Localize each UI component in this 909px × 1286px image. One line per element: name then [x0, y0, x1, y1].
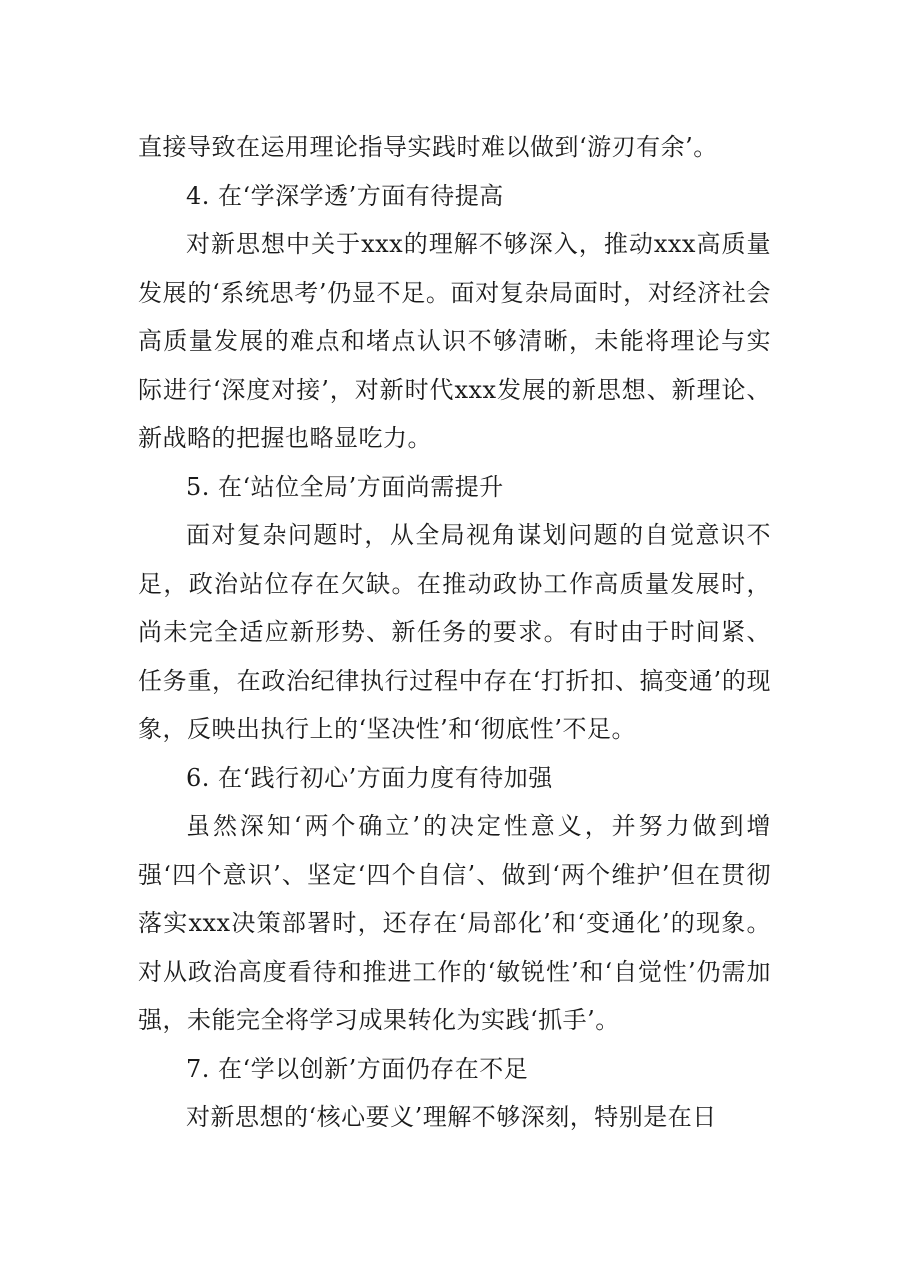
document-page — [138, 123, 771, 1142]
body-paragraph: 直接导致在运用理论指导实践时难以做到‘游刃有余’。 — [138, 133, 718, 161]
body-paragraph: 对新思想的‘核心要义’理解不够深刻，特别是在日 — [186, 1103, 717, 1131]
section-heading: 6. 在‘践行初心’方面力度有待加强 — [186, 763, 553, 792]
body-paragraph: 面对复杂问题时，从全局视角谋划问题的自觉意识不足，政治站位存在欠缺。在推动政协工作高质量发展时，尚未完全适应新形势、新任务的要求。有时由于时间紧、任务重，在政治纪律执行过程中存在‘打折扣、搞变通’的现象，反映出执行上的‘坚决性’和‘彻底性’不足。 — [138, 521, 771, 743]
body-paragraph: 虽然深知‘两个确立’的决定性意义，并努力做到增强‘四个意识’、坚定‘四个自信’、做到‘两个维护’但在贯彻落实xxx决策部署时，还存在‘局部化’和‘变通化’的现象。对从政治高度看待和推进工作的‘敏锐性’和‘自觉性’仍需加强，未能完全将学习成果转化为实践‘抓手’。 — [138, 812, 771, 1034]
body-paragraph: 对新思想中关于xxx的理解不够深入，推动xxx高质量发展的‘系统思考’仍显不足。面对复杂局面时，对经济社会高质量发展的难点和堵点认识不够清晰，未能将理论与实际进行‘深度对接’，对新时代xxx发展的新思想、新理论、新战略的把握也略显吃力。 — [138, 230, 771, 452]
section-heading: 7. 在‘学以创新’方面仍存在不足 — [186, 1054, 529, 1083]
section-heading: 5. 在‘站位全局’方面尚需提升 — [186, 472, 504, 501]
section-heading: 4. 在‘学深学透’方面有待提高 — [186, 181, 504, 210]
